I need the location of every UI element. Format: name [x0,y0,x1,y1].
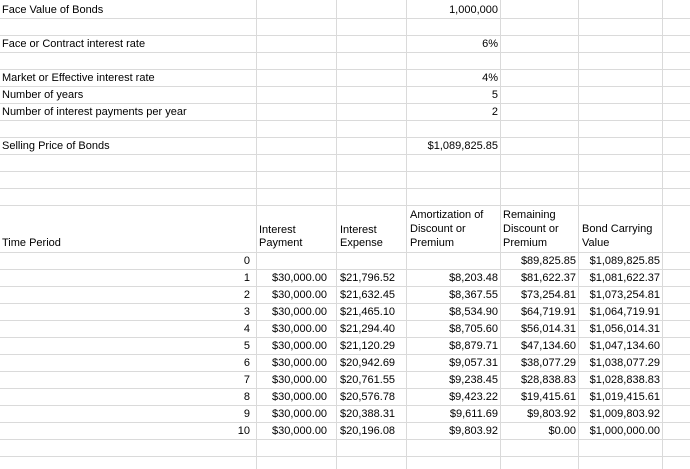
table-row [0,252,690,269]
interest-expense-cell[interactable]: $21,632.45 [340,289,396,301]
interest-expense-cell[interactable]: $21,120.29 [340,340,396,352]
period-cell[interactable]: 1 [243,272,250,284]
interest-payment-cell[interactable]: $30,000.00 [272,425,328,437]
header-remaining-line3: Premium [503,237,548,249]
interest-expense-cell[interactable]: $20,942.69 [340,357,396,369]
amortization-cell[interactable]: $9,803.92 [449,425,498,437]
period-cell[interactable]: 6 [243,357,250,369]
interest-expense-cell[interactable]: $21,294.40 [340,323,396,335]
remaining-cell[interactable]: $81,622.37 [520,272,576,284]
amortization-cell[interactable]: $9,238.45 [449,374,498,386]
years-cell[interactable]: 5 [491,89,498,101]
period-cell[interactable]: 0 [243,255,250,267]
header-carrying-line1: Bond Carrying [582,223,653,235]
remaining-cell[interactable]: $28,838.83 [520,374,576,386]
interest-expense-cell[interactable]: $20,388.31 [340,408,396,420]
interest-payment-cell[interactable]: $30,000.00 [272,272,328,284]
table-row [0,286,690,303]
remaining-cell[interactable]: $19,415.61 [520,391,576,403]
face-value-label: Face Value of Bonds [2,4,104,16]
remaining-cell[interactable]: $0.00 [548,425,576,437]
amortization-cell[interactable]: $8,203.48 [449,272,498,284]
interest-payment-cell[interactable]: $30,000.00 [272,289,328,301]
remaining-cell[interactable]: $89,825.85 [520,255,576,267]
table-row [0,371,690,388]
period-cell[interactable]: 5 [243,340,250,352]
amortization-cell[interactable]: $9,057.31 [449,357,498,369]
payments-per-year-label: Number of interest payments per year [2,106,187,118]
carrying-value-cell[interactable]: $1,019,415.61 [589,391,660,403]
period-cell[interactable]: 8 [243,391,250,403]
table-row [0,269,690,286]
period-cell[interactable]: 10 [237,425,250,437]
remaining-cell[interactable]: $47,134.60 [520,340,576,352]
carrying-value-cell[interactable]: $1,038,077.29 [589,357,660,369]
interest-expense-cell[interactable]: $20,576.78 [340,391,396,403]
table-row [0,422,690,439]
table-row [0,405,690,422]
period-cell[interactable]: 7 [243,374,250,386]
header-amortization-line3: Premium [410,237,455,249]
header-interest-payment-line1: Interest [259,224,296,236]
carrying-value-cell[interactable]: $1,073,254.81 [589,289,660,301]
period-cell[interactable]: 9 [243,408,250,420]
header-interest-payment-line2: Payment [259,237,303,249]
remaining-cell[interactable]: $73,254.81 [520,289,576,301]
amortization-cell[interactable]: $8,367.55 [449,289,498,301]
payments-per-year-cell[interactable]: 2 [491,106,498,118]
carrying-value-cell[interactable]: $1,028,838.83 [589,374,660,386]
header-amortization-line1: Amortization of [410,209,484,221]
remaining-cell[interactable]: $38,077.29 [520,357,576,369]
header-carrying-line2: Value [582,237,610,249]
table-row [0,303,690,320]
header-interest-expense-line2: Expense [340,237,383,249]
carrying-value-cell[interactable]: $1,047,134.60 [589,340,660,352]
amortization-cell[interactable]: $9,423.22 [449,391,498,403]
header-interest-expense-line1: Interest [340,224,377,236]
table-row [0,388,690,405]
interest-payment-cell[interactable]: $30,000.00 [272,357,328,369]
interest-payment-cell[interactable]: $30,000.00 [272,391,328,403]
carrying-value-cell[interactable]: $1,081,622.37 [589,272,660,284]
header-amortization-line2: Discount or [410,223,466,235]
interest-payment-cell[interactable]: $30,000.00 [272,374,328,386]
interest-payment-cell[interactable]: $30,000.00 [272,340,328,352]
selling-price-cell[interactable]: $1,089,825.85 [427,140,498,152]
contract-rate-label: Face or Contract interest rate [2,38,146,50]
table-row [0,354,690,371]
remaining-cell[interactable]: $56,014.31 [520,323,576,335]
contract-rate-cell[interactable]: 6% [482,38,498,50]
period-cell[interactable]: 2 [243,289,250,301]
interest-payment-cell[interactable]: $30,000.00 [272,323,328,335]
interest-expense-cell[interactable]: $20,761.55 [340,374,396,386]
interest-expense-cell[interactable]: $21,465.10 [340,306,396,318]
amortization-cell[interactable]: $8,534.90 [449,306,498,318]
amortization-cell[interactable]: $9,611.69 [449,408,498,420]
years-label: Number of years [2,89,84,101]
interest-payment-cell[interactable]: $30,000.00 [272,306,328,318]
carrying-value-cell[interactable]: $1,000,000.00 [589,425,660,437]
remaining-cell[interactable]: $9,803.92 [527,408,576,420]
remaining-cell[interactable]: $64,719.91 [520,306,576,318]
table-row [0,320,690,337]
market-rate-cell[interactable]: 4% [482,72,498,84]
carrying-value-cell[interactable]: $1,089,825.85 [589,255,660,267]
table-row [0,337,690,354]
header-remaining-line2: Discount or [503,223,559,235]
period-cell[interactable]: 4 [243,323,250,335]
period-cell[interactable]: 3 [243,306,250,318]
amortization-cell[interactable]: $8,705.60 [449,323,498,335]
carrying-value-cell[interactable]: $1,009,803.92 [589,408,660,420]
carrying-value-cell[interactable]: $1,064,719.91 [589,306,660,318]
interest-expense-cell[interactable]: $21,796.52 [340,272,396,284]
carrying-value-cell[interactable]: $1,056,014.31 [589,323,660,335]
header-time-period: Time Period [2,237,61,249]
face-value-cell[interactable]: 1,000,000 [449,4,498,16]
selling-price-label: Selling Price of Bonds [2,140,110,152]
interest-expense-cell[interactable]: $20,196.08 [340,425,396,437]
amortization-cell[interactable]: $8,879.71 [449,340,498,352]
interest-payment-cell[interactable]: $30,000.00 [272,408,328,420]
market-rate-label: Market or Effective interest rate [2,72,155,84]
header-remaining-line1: Remaining [503,209,556,221]
